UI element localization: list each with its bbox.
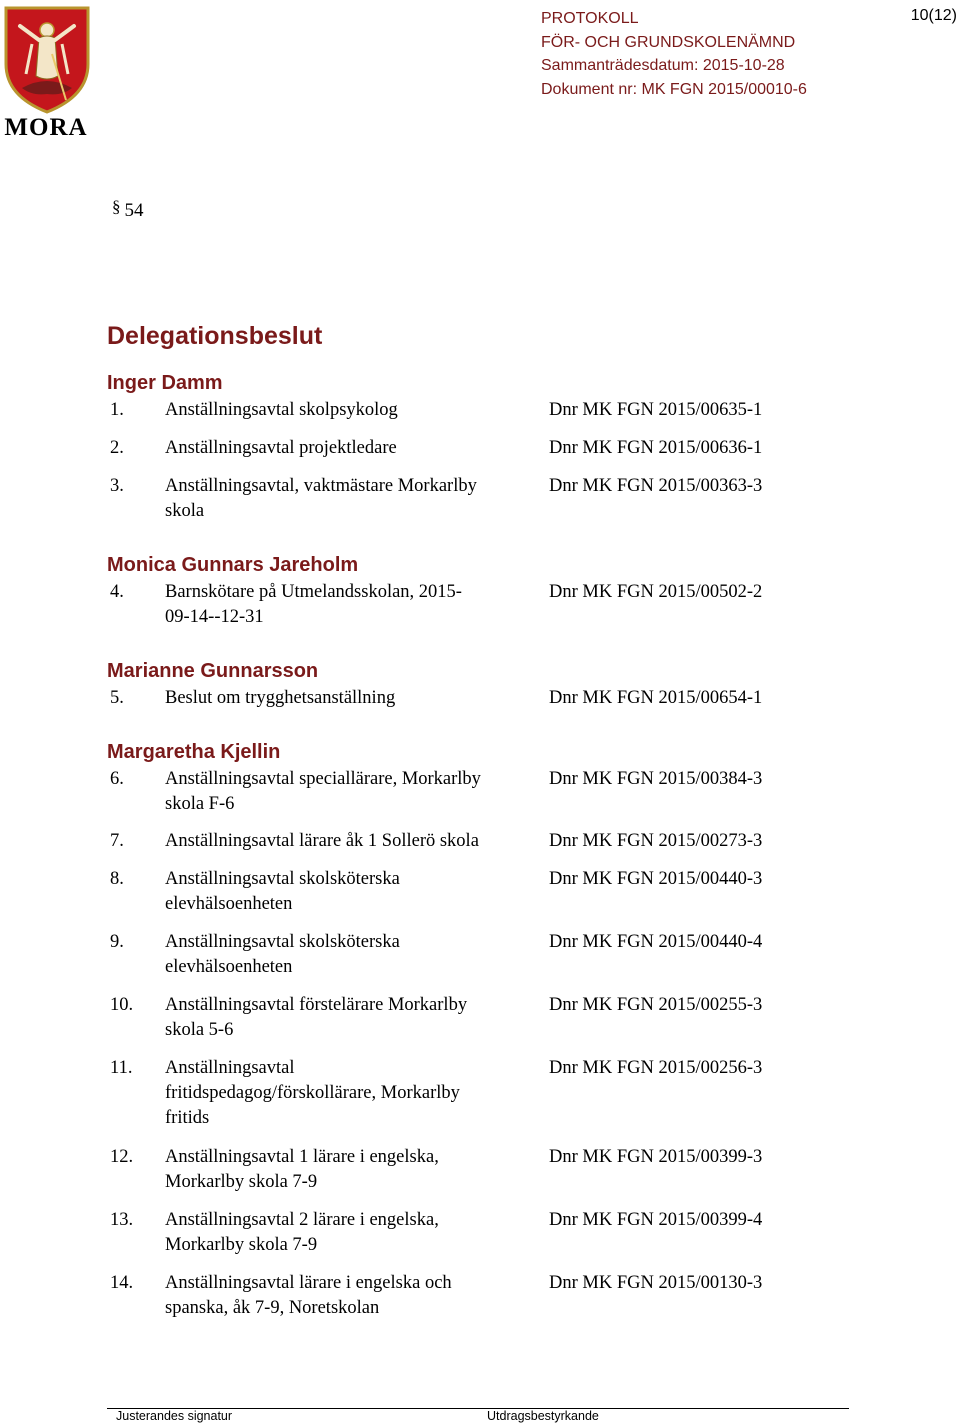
item-number: 11. <box>110 1058 133 1078</box>
item-dnr: Dnr MK FGN 2015/00256-3 <box>549 1058 763 1078</box>
footer-certification-label: Utdragsbestyrkande <box>487 1409 599 1423</box>
person-heading: Margaretha Kjellin <box>107 741 281 763</box>
page-number: 10(12) <box>910 7 957 24</box>
person-heading: Inger Damm <box>107 372 223 394</box>
page-title: Delegationsbeslut <box>107 322 323 350</box>
item-dnr: Dnr MK FGN 2015/00130-3 <box>549 1273 763 1293</box>
item-number: 5. <box>110 688 124 708</box>
item-text: Barnskötare på Utmelandsskolan, 2015- 09-14--12-31 <box>165 582 462 627</box>
item-dnr: Dnr MK FGN 2015/00399-4 <box>549 1210 763 1230</box>
item-dnr: Dnr MK FGN 2015/00636-1 <box>549 438 763 458</box>
item-text: Anställningsavtal speciallärare, Morkarlby skola F-6 <box>165 769 481 814</box>
item-dnr: Dnr MK FGN 2015/00440-3 <box>549 869 763 889</box>
document-header <box>541 7 807 101</box>
item-text: Anställningsavtal förstelärare Morkarlby skola 5-6 <box>165 995 468 1040</box>
item-number: 9. <box>110 932 124 952</box>
item-text: Anställningsavtal projektledare <box>165 438 397 458</box>
item-number: 6. <box>110 769 124 789</box>
item-number: 8. <box>110 869 124 889</box>
item-text: Anställningsavtal skolsköterska elevhälsoenheten <box>165 869 400 914</box>
item-dnr: Dnr MK FGN 2015/00363-3 <box>549 476 763 496</box>
item-text: Anställningsavtal skolpsykolog <box>165 400 398 420</box>
item-text: Anställningsavtal 1 lärare i engelska, Morkarlby skola 7-9 <box>165 1147 439 1192</box>
item-dnr: Dnr MK FGN 2015/00273-3 <box>549 831 763 851</box>
item-number: 12. <box>110 1147 134 1167</box>
item-text: Anställningsavtal skolsköterska elevhälsoenheten <box>165 932 400 977</box>
item-dnr: Dnr MK FGN 2015/00654-1 <box>549 688 763 708</box>
item-text: Anställningsavtal lärare i engelska och spanska, åk 7-9, Noretskolan <box>165 1273 452 1318</box>
header-committee: FÖR- OCH GRUNDSKOLENÄMND <box>541 33 796 51</box>
item-number: 13. <box>110 1210 134 1230</box>
header-meeting-date: Sammanträdesdatum: 2015-10-28 <box>541 57 785 74</box>
person-heading: Marianne Gunnarsson <box>107 660 319 682</box>
item-number: 4. <box>110 582 124 602</box>
section-sign: § <box>112 197 121 216</box>
item-number: 2. <box>110 438 124 458</box>
item-text: Beslut om trygghetsanställning <box>165 688 396 708</box>
logo-wordmark: MORA <box>4 114 88 141</box>
person-heading: Monica Gunnars Jareholm <box>107 554 359 576</box>
coat-of-arms-icon <box>2 4 92 116</box>
item-number: 10. <box>110 995 134 1015</box>
item-text: Anställningsavtal fritidspedagog/förskollärare, Morkarlby fritids <box>165 1058 460 1128</box>
item-text: Anställningsavtal, vaktmästare Morkarlby skola <box>165 476 477 521</box>
section-paragraph <box>112 197 144 222</box>
footer-signature-label: Justerandes signatur <box>116 1409 233 1423</box>
section-number: 54 <box>124 200 144 221</box>
item-dnr: Dnr MK FGN 2015/00384-3 <box>549 769 763 789</box>
item-dnr: Dnr MK FGN 2015/00440-4 <box>549 932 763 952</box>
item-text: Anställningsavtal lärare åk 1 Sollerö skola <box>165 831 479 851</box>
item-number: 3. <box>110 476 124 496</box>
item-dnr: Dnr MK FGN 2015/00255-3 <box>549 995 763 1015</box>
header-protocol: PROTOKOLL <box>541 10 639 27</box>
item-number: 14. <box>110 1273 134 1293</box>
item-dnr: Dnr MK FGN 2015/00635-1 <box>549 400 763 420</box>
item-number: 7. <box>110 831 124 851</box>
item-text: Anställningsavtal 2 lärare i engelska, Morkarlby skola 7-9 <box>165 1210 439 1255</box>
item-dnr: Dnr MK FGN 2015/00399-3 <box>549 1147 763 1167</box>
item-dnr: Dnr MK FGN 2015/00502-2 <box>549 582 763 602</box>
item-number: 1. <box>110 400 124 420</box>
header-document-number: Dokument nr: MK FGN 2015/00010-6 <box>541 80 807 98</box>
